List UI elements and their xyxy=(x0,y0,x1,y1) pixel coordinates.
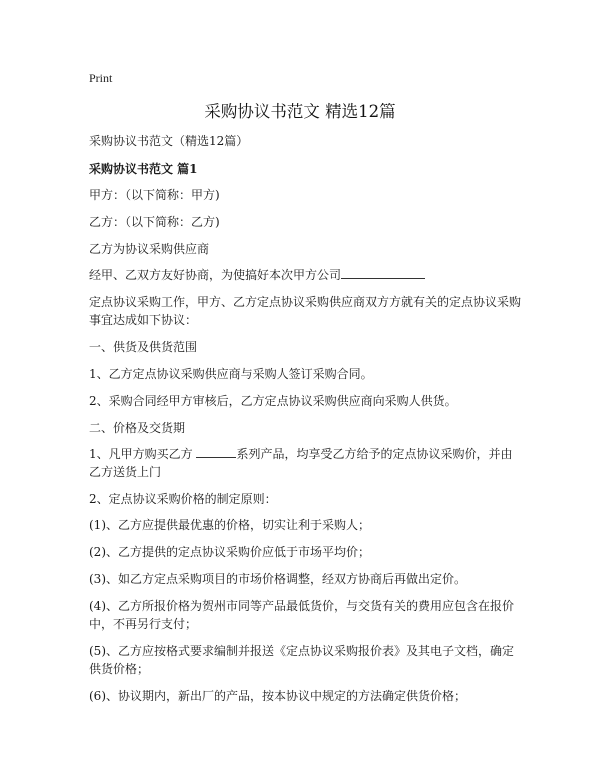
item-1-1: 1、乙方定点协议采购供应商与采购人签订采购合同。 xyxy=(89,367,373,381)
section-heading: 采购协议书范文 篇1 xyxy=(89,162,198,176)
rule-3: (3)、如乙方定点采购项目的市场价格调整，经双方协商后再做出定价。 xyxy=(89,572,467,586)
supplier-note: 乙方为协议采购供应商 xyxy=(89,242,210,256)
item-2-2: 2、定点协议采购价格的制定原则： xyxy=(89,492,277,506)
negotiation-text: 经甲、乙双方友好协商，为使搞好本次甲方公司 xyxy=(89,268,342,282)
party-a-line: 甲方：（以下简称：甲方) xyxy=(89,188,220,202)
document-title: 采购协议书范文 精选12篇 xyxy=(204,102,396,121)
rule-5: (5)、乙方应按格式要求编制并报送《定点协议采购报价表》及其电子文档，确定供货价格； xyxy=(89,644,515,676)
rule-6: (6)、协议期内，新出厂的产品，按本协议中规定的方法确定供货价格； xyxy=(89,689,467,703)
agreement-paragraph: 定点协议采购工作，甲方、乙方定点协议采购供应商双方方就有关的定点协议采购事宜达成如下协议： xyxy=(89,295,522,327)
rule-4: (4)、乙方所报价格为贺州市同等产品最低货价，与交货有关的费用应包含在报价中，不再另行支付； xyxy=(89,599,515,631)
document-subtitle: 采购协议书范文（精选12篇） xyxy=(89,134,249,148)
rule-2: (2)、乙方提供的定点协议采购价应低于市场平均价； xyxy=(89,545,371,559)
item-2-1-post: 系列产品，均享受乙方给予的定点协议采购价，并由乙方送货上门 xyxy=(89,447,513,479)
fill-in-blank xyxy=(196,445,236,458)
negotiation-paragraph xyxy=(89,266,521,284)
party-b-line: 乙方：（以下简称：乙方) xyxy=(89,215,220,229)
fill-in-blank xyxy=(341,266,425,279)
item-2-1-pre: 1、凡甲方购买乙方 xyxy=(89,447,193,461)
item-2-1 xyxy=(89,445,521,481)
print-label: Print xyxy=(89,71,113,85)
rule-1: (1)、乙方应提供最优惠的价格，切实让利于采购人； xyxy=(89,518,371,532)
section-two-heading: 二、价格及交货期 xyxy=(89,421,186,435)
item-1-2: 2、采购合同经甲方审核后，乙方定点协议采购供应商向采购人供货。 xyxy=(89,394,457,408)
section-one-heading: 一、供货及供货范围 xyxy=(89,340,198,354)
